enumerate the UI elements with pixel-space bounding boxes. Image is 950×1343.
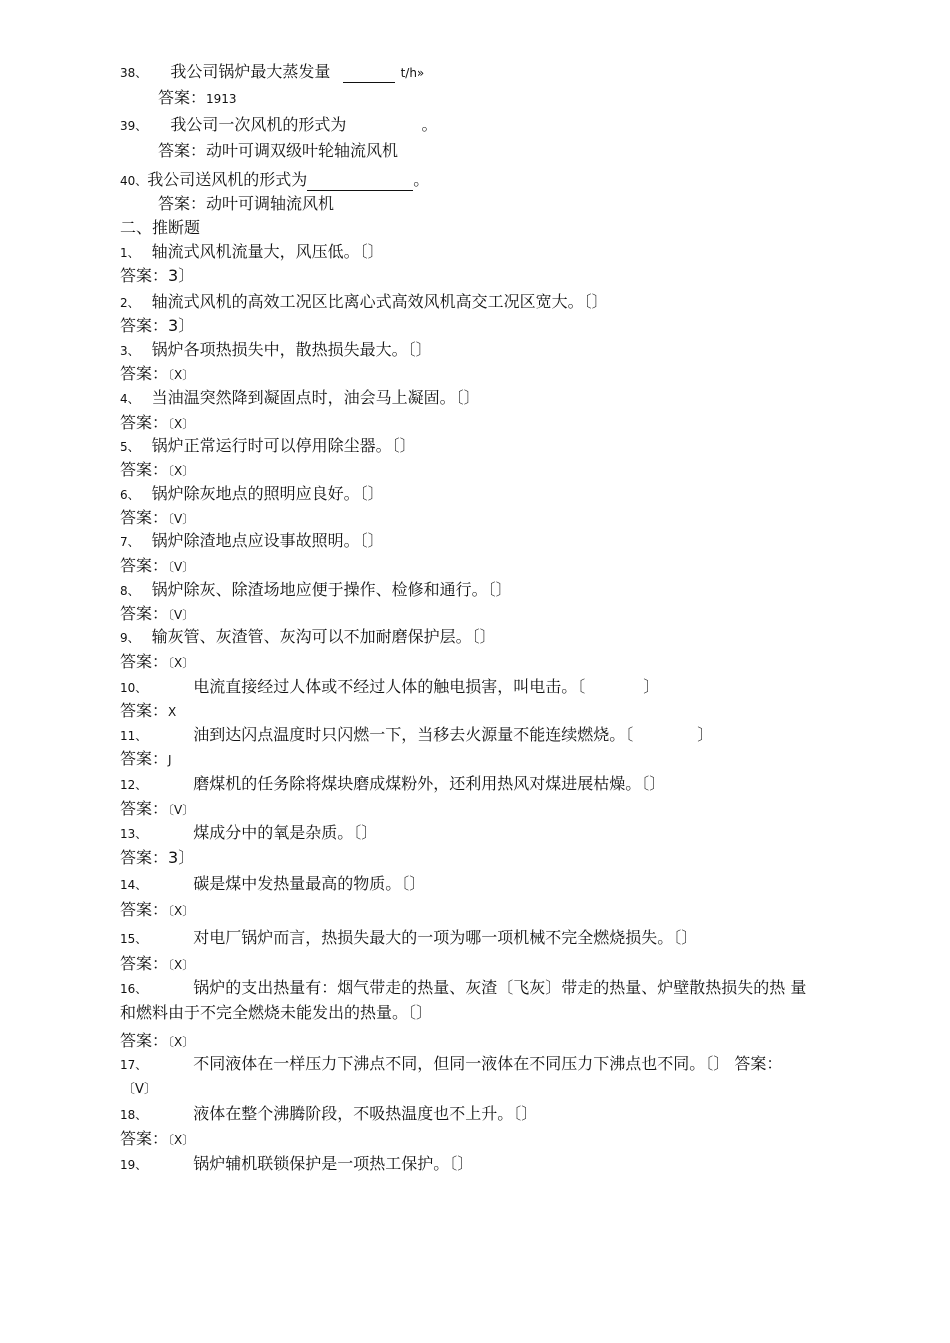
question-number: 40、 bbox=[120, 174, 148, 188]
question-end: 。 bbox=[413, 170, 430, 189]
answer-label: 答案： bbox=[120, 556, 169, 575]
question-2 bbox=[120, 292, 608, 313]
question-38 bbox=[120, 62, 424, 83]
answer-label: 答案： bbox=[120, 413, 169, 432]
answer-15 bbox=[120, 954, 194, 975]
answer-16 bbox=[120, 1031, 194, 1052]
question-17 bbox=[120, 1054, 782, 1075]
answer-value: 〔X〕 bbox=[168, 368, 195, 382]
question-text: 锅炉除渣地点应设事故照明。〔〕 bbox=[151, 531, 384, 550]
question-text: 煤成分中的氧是杂质。〔〕 bbox=[193, 823, 378, 842]
answer-label: 答案： bbox=[120, 701, 169, 720]
answer-value: 〔X〕 bbox=[168, 464, 195, 478]
question-number: 5、 bbox=[120, 440, 140, 454]
question-number: 3、 bbox=[120, 344, 140, 358]
answer-value: 〔X〕 bbox=[168, 904, 195, 918]
answer-value: 3〕 bbox=[168, 316, 195, 335]
question-close: 〕 bbox=[697, 725, 714, 744]
answer-value: 动叶可调双级叶轮轴流风机 bbox=[206, 141, 399, 160]
answer-label: 答案： bbox=[120, 652, 169, 671]
answer-18 bbox=[120, 1129, 194, 1150]
answer-39 bbox=[158, 141, 398, 161]
question-number: 11、 bbox=[120, 729, 148, 743]
question-6 bbox=[120, 484, 384, 505]
answer-label: 答案： bbox=[120, 749, 169, 768]
question-text: 锅炉正常运行时可以停用除尘器。〔〕 bbox=[151, 436, 416, 455]
answer-label: 答案： bbox=[120, 954, 169, 973]
question-39 bbox=[120, 115, 438, 136]
answer-10 bbox=[120, 701, 176, 722]
question-16 bbox=[120, 978, 806, 999]
question-close: 〕 bbox=[643, 677, 660, 696]
answer-7 bbox=[120, 556, 194, 577]
question-19 bbox=[120, 1154, 473, 1175]
question-number: 1、 bbox=[120, 246, 140, 260]
answer-value: X bbox=[168, 705, 177, 719]
answer-label: 答案： bbox=[120, 604, 169, 623]
answer-value: 〔V〕 bbox=[168, 803, 195, 817]
unit-text: t/h» bbox=[400, 66, 425, 80]
question-number: 14、 bbox=[120, 878, 148, 892]
answer-label: 答案： bbox=[120, 364, 169, 383]
answer-value: 1913 bbox=[206, 92, 237, 106]
question-text: 输灰管、灰渣管、灰沟可以不加耐磨保护层。〔〕 bbox=[151, 627, 496, 646]
question-40 bbox=[120, 170, 429, 191]
question-number: 2、 bbox=[120, 296, 140, 310]
answer-38 bbox=[158, 88, 237, 109]
answer-label: 答案： bbox=[120, 316, 169, 335]
answer-value: 〔V〕 bbox=[168, 560, 195, 574]
question-13 bbox=[120, 823, 377, 844]
answer-label: 答案： bbox=[120, 848, 169, 867]
answer-label: 答案： bbox=[120, 460, 169, 479]
question-11 bbox=[120, 725, 713, 746]
answer-11 bbox=[120, 749, 172, 770]
answer-blank bbox=[307, 176, 413, 191]
answer-label: 答案： bbox=[158, 141, 207, 160]
question-number: 6、 bbox=[120, 488, 140, 502]
answer-value: 〔X〕 bbox=[168, 1133, 195, 1147]
answer-6 bbox=[120, 508, 194, 529]
question-text: 锅炉各项热损失中，散热损失最大。〔〕 bbox=[151, 340, 432, 359]
answer-12 bbox=[120, 799, 194, 820]
answer-label: 答案： bbox=[158, 88, 207, 107]
question-5 bbox=[120, 436, 416, 457]
answer-14 bbox=[120, 900, 194, 921]
answer-label: 答案： bbox=[120, 1031, 169, 1050]
section-title: 二、推断题 bbox=[120, 218, 201, 237]
question-text: 碳是煤中发热量最高的物质。〔〕 bbox=[193, 874, 426, 893]
answer-5 bbox=[120, 460, 194, 481]
question-number: 16、 bbox=[120, 982, 148, 996]
question-16-continued: 和燃料由于不完全燃烧未能发出的热量。〔〕 bbox=[120, 1003, 433, 1022]
question-number: 18、 bbox=[120, 1108, 148, 1122]
question-text: 不同液体在一样压力下沸点不同，但同一液体在不同压力下沸点也不同。〔〕 答案： bbox=[193, 1054, 783, 1073]
question-number: 7、 bbox=[120, 535, 140, 549]
answer-value: 〔V〕 bbox=[168, 608, 195, 622]
question-end: 。 bbox=[421, 115, 438, 134]
answer-label: 答案： bbox=[120, 508, 169, 527]
question-text: 对电厂锅炉而言，热损失最大的一项为哪一项机械不完全燃烧损失。〔〕 bbox=[193, 928, 698, 947]
question-number: 38、 bbox=[120, 66, 148, 80]
question-12 bbox=[120, 774, 665, 795]
question-text: 我公司送风机的形式为 bbox=[147, 170, 308, 189]
question-text: 锅炉除灰地点的照明应良好。〔〕 bbox=[151, 484, 384, 503]
question-8 bbox=[120, 580, 512, 601]
answer-value: 〔X〕 bbox=[168, 958, 195, 972]
question-number: 9、 bbox=[120, 631, 140, 645]
question-14 bbox=[120, 874, 425, 895]
answer-value: 动叶可调轴流风机 bbox=[206, 194, 335, 213]
question-number: 39、 bbox=[120, 119, 148, 133]
answer-3 bbox=[120, 364, 194, 385]
answer-label: 答案： bbox=[158, 194, 207, 213]
answer-13 bbox=[120, 848, 194, 868]
answer-value: 3〕 bbox=[168, 848, 195, 867]
question-9 bbox=[120, 627, 496, 648]
answer-value: 〔X〕 bbox=[168, 656, 195, 670]
answer-label: 答案： bbox=[120, 900, 169, 919]
question-text: 电流直接经过人体或不经过人体的触电损害，叫电击。〔 bbox=[193, 677, 586, 696]
question-text: 当油温突然降到凝固点时，油会马上凝固。〔〕 bbox=[151, 388, 480, 407]
question-3 bbox=[120, 340, 432, 361]
question-number: 12、 bbox=[120, 778, 148, 792]
answer-9 bbox=[120, 652, 194, 673]
question-text: 锅炉辅机联锁保护是一项热工保护。〔〕 bbox=[193, 1154, 474, 1173]
answer-value: 〔V〕 bbox=[168, 512, 195, 526]
question-text: 我公司锅炉最大蒸发量 bbox=[170, 62, 331, 81]
question-7 bbox=[120, 531, 384, 552]
question-1 bbox=[120, 242, 384, 263]
question-18 bbox=[120, 1104, 537, 1125]
answer-2 bbox=[120, 316, 194, 336]
answer-label: 答案： bbox=[120, 1129, 169, 1148]
question-10 bbox=[120, 677, 659, 698]
question-number: 19、 bbox=[120, 1158, 148, 1172]
answer-40 bbox=[158, 194, 334, 214]
question-4 bbox=[120, 388, 480, 409]
question-text: 锅炉的支出热量有：烟气带走的热量、灰渣〔飞灰〕带走的热量、炉壁散热损失的热 量 bbox=[193, 978, 807, 997]
question-number: 8、 bbox=[120, 584, 140, 598]
question-number: 13、 bbox=[120, 827, 148, 841]
question-number: 15、 bbox=[120, 932, 148, 946]
question-text: 我公司一次风机的形式为 bbox=[170, 115, 347, 134]
question-text: 液体在整个沸腾阶段，不吸热温度也不上升。〔〕 bbox=[193, 1104, 538, 1123]
answer-8 bbox=[120, 604, 194, 625]
answer-blank bbox=[343, 68, 395, 83]
question-number: 10、 bbox=[120, 681, 148, 695]
question-text: 油到达闪点温度时只闪燃一下，当移去火源量不能连续燃烧。〔 bbox=[193, 725, 634, 744]
answer-17: 〔V〕 bbox=[122, 1082, 157, 1097]
answer-4 bbox=[120, 413, 194, 434]
question-text: 锅炉除灰、除渣场地应便于操作、检修和通行。〔〕 bbox=[151, 580, 512, 599]
answer-value: J bbox=[168, 753, 172, 767]
question-number: 17、 bbox=[120, 1058, 148, 1072]
question-text: 轴流式风机流量大，风压低。〔〕 bbox=[151, 242, 384, 261]
answer-value: 3〕 bbox=[168, 266, 195, 285]
question-text: 磨煤机的任务除将煤块磨成煤粉外，还利用热风对煤进展枯燥。〔〕 bbox=[193, 774, 666, 793]
question-15 bbox=[120, 928, 697, 949]
question-number: 4、 bbox=[120, 392, 140, 406]
answer-value: 〔X〕 bbox=[168, 1035, 195, 1049]
answer-label: 答案： bbox=[120, 266, 169, 285]
answer-label: 答案： bbox=[120, 799, 169, 818]
answer-value: 〔X〕 bbox=[168, 417, 195, 431]
answer-1 bbox=[120, 266, 194, 286]
question-text: 轴流式风机的高效工况区比离心式高效风机高交工况区宽大。〔〕 bbox=[151, 292, 608, 311]
